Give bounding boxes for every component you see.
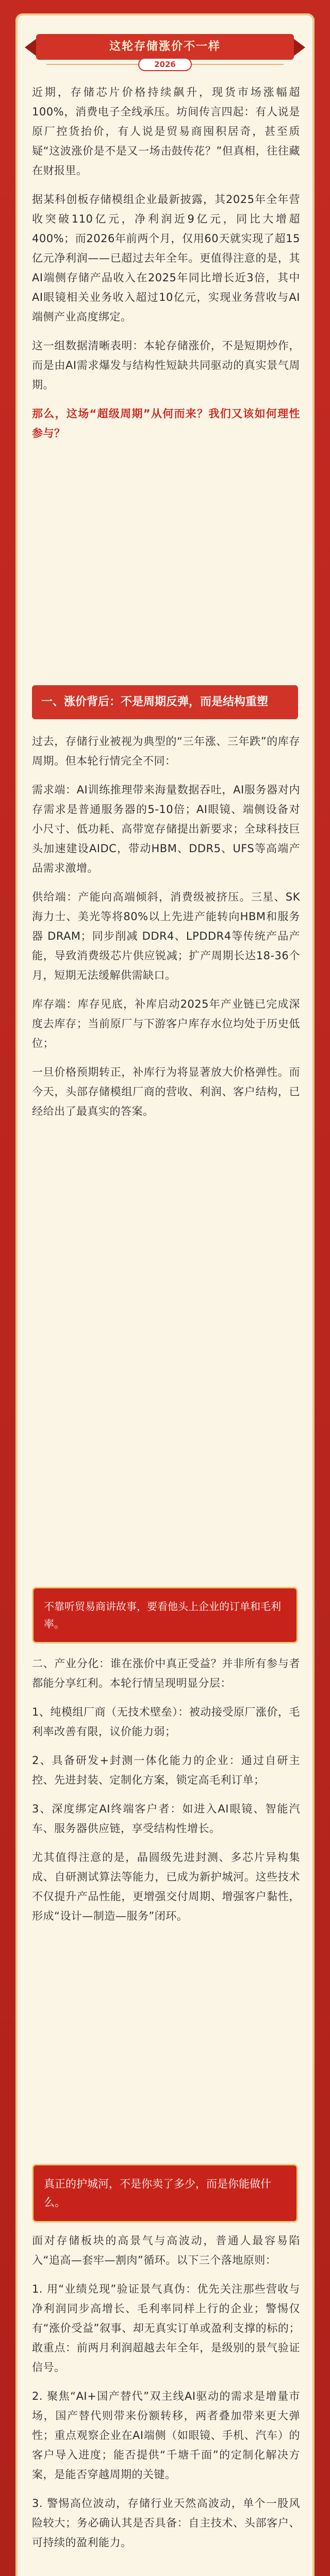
section2-body [32,1654,300,1935]
intro-paragraph-3: 这一组数据清晰表明：本轮存储涨价，不是短期炒作，而是由AI需求爆发与结构性短缺共同驱动的真实景气周期。 [32,340,300,391]
intro-paragraph-2: 据某科创板存储模组企业最新披露，其2025年全年营收突破110亿元，净利润近9亿元，同比大增超400%；而2026年前两个月，仅用60天就实现了超15亿元净利润——已超过去年全年。更值得注意的是，其AI端侧存储产品收入在2025年同比增长近3倍，其中AI眼镜相关业务收入超过10亿元，实现业务营收与AI端侧产业高度绑定。 [32,193,300,323]
section3-intro: 面对存储板块的高景气与高波动，普通人最容易陷入“追高—套牢—割肉”循环。以下三个落地原则： [32,2234,300,2266]
section2-title: 二、产业分化：谁在涨价中真正受益？并非所有参与者都能分享红利。本轮行情呈现明显分层： [32,1657,300,1689]
ribbon-tail-right [293,38,305,57]
intro-paragraph-1: 近期，存储芯片价格持续飙升，现货市场涨幅超100%，消费电子全线承压。坊间传言四起：有人说是原厂控货抬价，有人说是贸易商囤积居奇，甚至质疑“这波涨价是不是又一场击鼓传花？”但真相，往往藏在财报里。 [32,86,300,177]
section1-paragraph: 库存端：库存见底，补库启动2025年产业链已完成深度去库存；当前原厂与下游客户库存水位均处于历史低位； [32,998,300,1049]
section1-banner: 一、涨价背后：不是周期反弹，而是结构重塑 [32,685,298,719]
section2-paragraph: 3、深度绑定AI终端客户者：如进入AI眼镜、智能汽车、服务器供应链，享受结构性增长。 [32,1803,300,1835]
section3-body [32,2231,300,2562]
section3-principle: 2. 聚焦“AI+国产替代”双主线AI驱动的需求是增量市场，国产替代则带来份额转移，两者叠加带来更大弹性；重点观察企业在AI端侧（如眼镜、手机、汽车）的客户导入进度；能否提供“千塘千面”的定制化解决方案，是能否穿越周期的关键。 [32,2390,300,2481]
section1-paragraph: 过去，存储行业被视为典型的“三年涨、三年跌”的库存周期。但本轮行情完全不同： [32,735,300,767]
article-title: 这轮存储涨价不一样 [109,40,221,53]
ribbon-tail-left [25,38,37,57]
intro-section [32,82,300,452]
key-question: 那么，这场“超级周期”从何而来？我们又该如何理性参与？ [32,408,300,439]
section2-paragraph: 2、具备研发+封测一体化能力的企业：通过自研主控、先进封装、定制化方案，锁定高毛利订单； [32,1754,300,1786]
section1-paragraph: 需求端：AI训练推理带来海量数据吞吐，AI服务器对内存需求是普通服务器的5-10倍；AI眼镜、端侧设备对小尺寸、低功耗、高带宽存储提出新要求；全球科技巨头加速建设AIDC，带动HBM、DDR5、UFS等高端产品需求激增。 [32,784,300,874]
section1-body [32,732,300,1130]
section2-paragraph: 尤其值得注意的是，晶圆级先进封测、多芯片异构集成、自研测试算法等能力，已成为新护城河。这些技术不仅提升产品性能，更增强交付周期、增强客户黏性，形成“设计—制造—服务”闭环。 [32,1851,300,1922]
section1-paragraph: 供给端：产能向高端倾斜，消费级被挤压。三星、SK海力士、美光等将80%以上先进产能转向HBM和服务器 DRAM；同步削减 DDR4、LPDDR4等传统产品产能，导致消费级芯片供应锐减；扩产周期长达18-36个月，短期无法缓解供需缺口。 [32,891,300,981]
quote-callout-1: 不靠听贸易商讲故事，要看他头上企业的订单和毛利率。 [32,1587,298,1643]
quote-callout-2: 真正的护城河，不是你卖了多少，而是你能做什么。 [32,2164,298,2223]
section1-paragraph: 一旦价格预期转正，补库行为将显著放大价格弹性。而今天，头部存储模组厂商的营收、利润、客户结构，已经给出了最真实的答案。 [32,1066,300,1117]
date-badge: 2026 [138,58,192,71]
section3-principle: 3. 警惕高位波动，存储行业天然高波动，单个一股风险较大；务必确认其是否具备：自主技术、头部客户、可持续的盈利能力。 [32,2497,300,2549]
section2-paragraph: 1、纯模组厂商（无技术壁垒）：被动接受原厂涨价，毛利率改善有限，议价能力弱； [32,1706,300,1738]
section3-principle: 1. 用“业绩兑现”验证景气真伪：优先关注那些营收与净利润同步高增长、毛利率同样上行的企业；警惕仅有“涨价受益”叙事、却无真实订单或盈利支撑的标的；敢重点：前两月利润超越去年全年，是级别的景气验证信号。 [32,2283,300,2374]
